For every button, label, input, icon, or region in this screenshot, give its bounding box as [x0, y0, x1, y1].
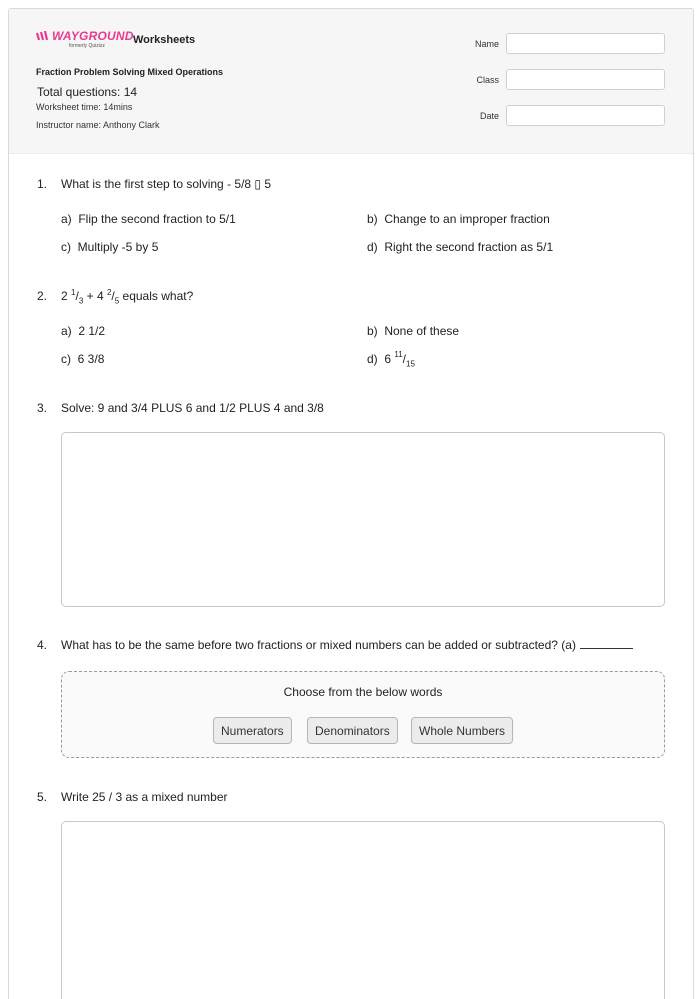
- q3-answer-box[interactable]: [61, 432, 665, 607]
- logo-bars-icon: [36, 31, 50, 41]
- q2-option-c[interactable]: c) 6 3/8: [61, 352, 105, 366]
- word-chip-whole-numbers[interactable]: Whole Numbers: [411, 717, 513, 744]
- question-number: 1.: [37, 177, 48, 191]
- total-questions: Total questions: 14: [37, 85, 138, 99]
- question-text: Solve: 9 and 3/4 PLUS 6 and 1/2 PLUS 4 and 3/8: [61, 401, 324, 415]
- app-name: Worksheets: [133, 34, 196, 46]
- question-text: 2 $^1/_3 + 4$ $^2/_5$ equals what?: [61, 288, 194, 306]
- q2-option-b[interactable]: b) None of these: [367, 324, 460, 338]
- name-label: Name: [474, 39, 499, 49]
- worksheet-header: [9, 9, 693, 154]
- worksheet-page: [8, 8, 694, 999]
- word-chip-numerators[interactable]: Numerators: [213, 717, 292, 744]
- q1-option-d[interactable]: d) Right the second fraction as 5/1: [367, 240, 554, 254]
- logo-subtext: formerly Quizizz: [69, 43, 105, 49]
- brand-logo: [36, 29, 134, 49]
- q1-option-c[interactable]: c) Multiply -5 by 5: [61, 240, 159, 254]
- q2-option-a[interactable]: a) 2 1/2: [61, 324, 106, 338]
- question-number: 5.: [37, 790, 48, 804]
- q1-option-b[interactable]: b) Change to an improper fraction: [367, 212, 550, 226]
- question-text: What has to be the same before two fractions or mixed numbers can be added or subtracted? (a): [61, 638, 633, 652]
- question-text: What is the first step to solving - 5/8 ▯ 5: [61, 177, 272, 191]
- worksheet-time: Worksheet time: 14mins: [36, 102, 133, 112]
- word-bank: [61, 671, 665, 758]
- class-field[interactable]: [506, 69, 665, 90]
- logo-wordmark: WAYGROUND: [52, 29, 134, 43]
- question-text: Write 25 / 3 as a mixed number: [61, 790, 228, 804]
- q1-option-a[interactable]: a) Flip the second fraction to 5/1: [61, 212, 236, 226]
- word-bank-title: Choose from the below words: [283, 685, 443, 699]
- class-label: Class: [476, 75, 499, 85]
- instructor-name: Instructor name: Anthony Clark: [36, 120, 160, 130]
- word-chip-denominators[interactable]: Denominators: [307, 717, 398, 744]
- date-label: Date: [479, 111, 499, 121]
- question-number: 4.: [37, 638, 48, 652]
- date-field[interactable]: [506, 105, 665, 126]
- worksheet-title: Fraction Problem Solving Mixed Operations: [36, 67, 224, 77]
- answer-blank[interactable]: [580, 638, 633, 649]
- q2-option-d[interactable]: d) 6 $^{11}/_{15}$: [367, 350, 415, 369]
- q5-answer-box[interactable]: [61, 821, 665, 999]
- question-number: 2.: [37, 289, 48, 303]
- question-number: 3.: [37, 401, 48, 415]
- name-field[interactable]: [506, 33, 665, 54]
